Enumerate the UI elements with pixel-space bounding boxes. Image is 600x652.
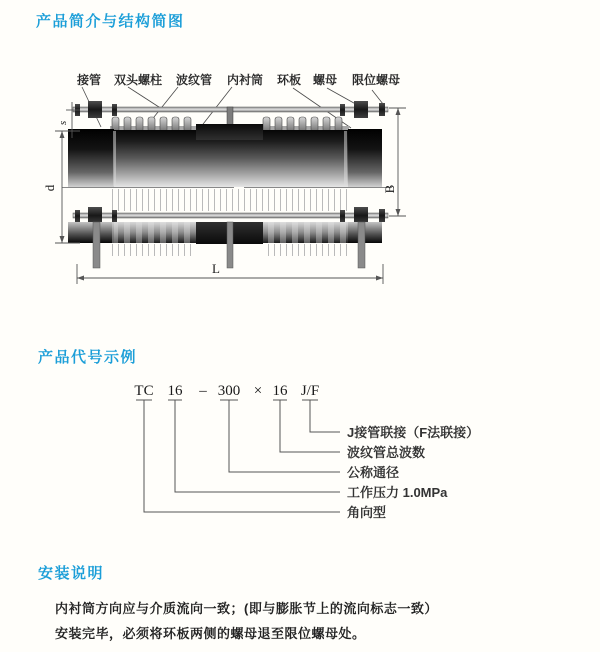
- callout-nominal-diameter: 公称通径: [347, 465, 400, 480]
- part-labels: [76, 72, 400, 87]
- install-instructions: [55, 596, 438, 646]
- callout-connection: J接管联接（F法联接）: [347, 425, 480, 440]
- code-token-dash: –: [199, 383, 207, 399]
- code-connectors: [136, 400, 340, 512]
- section-title-intro: 产品简介与结构简图: [36, 13, 185, 30]
- dim-label-B: B: [382, 184, 397, 194]
- callout-working-pressure: 工作压力 1.0MPa: [347, 485, 448, 500]
- label-nut: 螺母: [312, 73, 338, 87]
- callout-wave-count: 波纹管总波数: [347, 445, 426, 460]
- section-title-install: 安装说明: [38, 565, 105, 582]
- dim-label-d: d: [42, 184, 57, 192]
- dimension-B: [382, 108, 406, 216]
- callout-angular-type: 角向型: [347, 505, 387, 520]
- code-token-connection: J/F: [300, 383, 320, 399]
- label-limit-nut: 限位螺母: [351, 73, 401, 87]
- joint-body-top: [68, 124, 382, 187]
- dim-label-L: L: [212, 261, 220, 276]
- hanging-stud-middle: [227, 222, 233, 268]
- section-title-code: 产品代号示例: [38, 349, 138, 366]
- code-example-figure: [125, 378, 595, 528]
- code-token-pressure: 16: [167, 383, 183, 399]
- label-ring-plate: 环板: [276, 73, 302, 87]
- label-inner-sleeve: 内衬筒: [226, 73, 264, 87]
- hanging-stud-left: [93, 222, 100, 268]
- code-token-waves: 16: [272, 383, 288, 399]
- code-token-type: TC: [134, 383, 154, 399]
- inner-sleeve-band: [196, 124, 263, 140]
- install-line-2: 安装完毕，必须将环板两侧的螺母退至限位螺母处。: [55, 626, 366, 641]
- structure-diagram: [40, 68, 460, 300]
- label-bellows: 波纹管: [175, 73, 213, 87]
- end-cap-left: [68, 129, 114, 187]
- hanging-stud-right: [358, 222, 365, 268]
- label-double-stud: 双头螺柱: [113, 73, 163, 87]
- install-line-1: 内衬筒方向应与介质流向一致；(即与膨胀节上的流向标志一致）: [55, 601, 438, 616]
- code-tokens: [134, 383, 319, 399]
- code-token-diameter: 300: [217, 383, 241, 399]
- code-token-times: ×: [253, 383, 263, 399]
- end-cap-right: [348, 129, 382, 187]
- dim-label-s: s: [57, 120, 69, 126]
- label-connecting-pipe: 接管: [76, 73, 102, 87]
- code-callouts: [347, 425, 479, 520]
